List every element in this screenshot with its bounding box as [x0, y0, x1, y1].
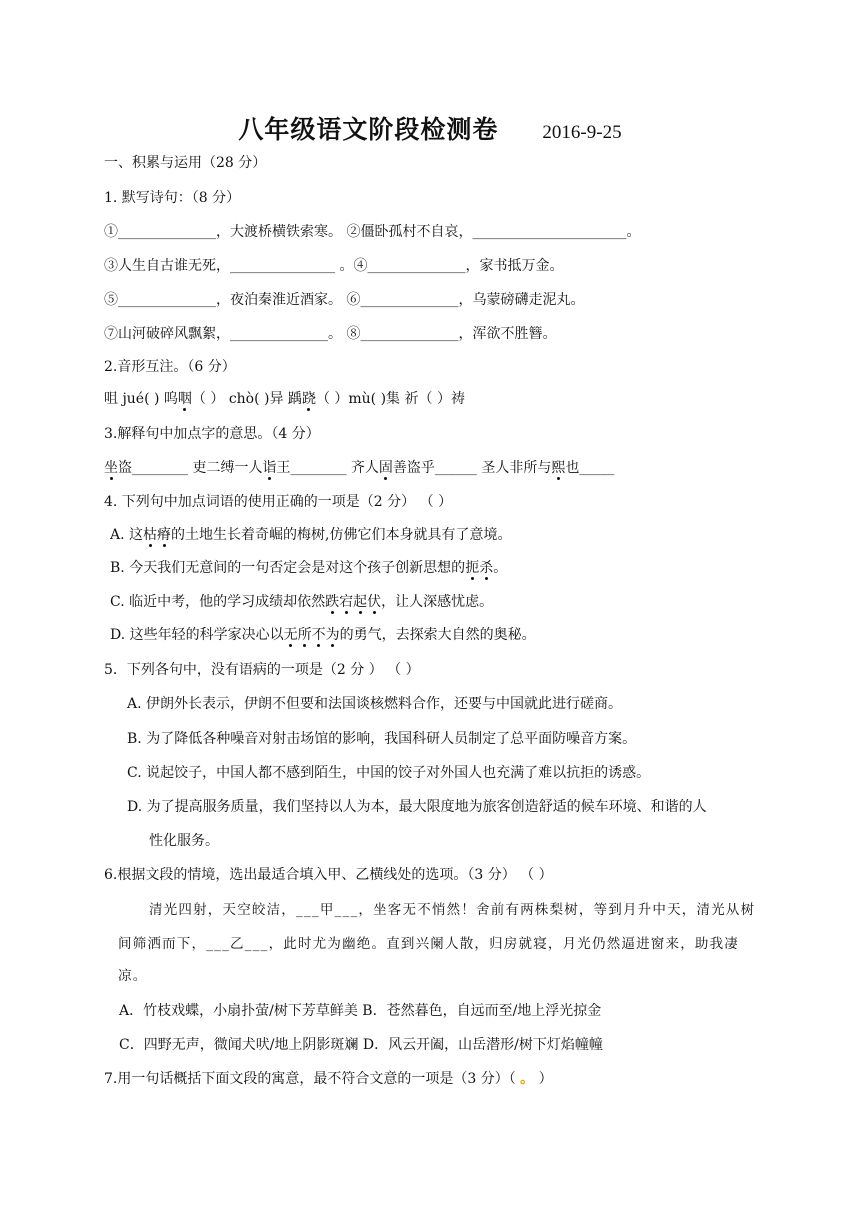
q7-heading: [104, 1069, 553, 1089]
q3-text: 善盗乎______ 圣人非所与: [392, 460, 552, 476]
dotted-char: 坐: [104, 460, 118, 476]
exam-date: 2016-9-25: [542, 122, 622, 143]
q5-option-d: D. 为了提高服务质量，我们坚持以人为本，最大限度地为旅客创造舒适的候车环境、和谐的人: [127, 799, 707, 815]
option-text: B. 今天我们无意间的一句否定会是对这个孩子创新思想的: [110, 560, 466, 576]
dotted-char: 为: [325, 627, 340, 643]
option-text: C. 临近中考，他的学习成绩却依然: [110, 594, 326, 610]
passage-text: ，坐客无不悄然！舍前有两株梨树，等到月升中天，清光从树: [358, 902, 756, 918]
q1-line: ⑦山河破碎风飘絮，______________。 ⑧______________，浑欲不胜簪。: [104, 326, 557, 342]
q6-passage-line: 凉。: [118, 968, 148, 984]
q6-heading: 6.根据文段的情境，选出最适合填入甲、乙横线处的选项。（3 分） （ ）: [104, 867, 553, 883]
q4-heading: 4. 下列句中加点词语的使用正确的一项是（2 分） （ ）: [104, 494, 453, 510]
dotted-char: 枯: [143, 527, 158, 543]
dotted-char: 杀: [479, 560, 494, 576]
q4-option-d: [110, 625, 536, 645]
q1-line: ③人生自古谁无死，_______________ 。④______________，家书抵万金。: [104, 258, 564, 274]
q1-heading: 1. 默写诗句：（8 分）: [104, 190, 241, 206]
q4-option-c: [110, 592, 493, 612]
exam-title-line: [0, 110, 860, 146]
dotted-char: 所: [297, 627, 312, 643]
dotted-char: 宕: [339, 594, 354, 610]
q4-option-b: [110, 558, 507, 578]
dotted-char: [284, 627, 340, 643]
q5-option-d-cont: 性化服务。: [149, 833, 219, 849]
option-text: D. 这些年轻的科学家决心以: [110, 627, 284, 643]
q6-options: A．竹枝戏蝶，小扇扑萤/树下芳草鲜美 B．苍然暮色，自远而至/地上浮光掠金: [119, 1003, 602, 1019]
dotted-char: 咽: [177, 391, 192, 407]
q3-items: [104, 458, 614, 478]
dotted-char: 不: [311, 627, 326, 643]
q6-passage-line: [149, 900, 755, 920]
q2-items: [104, 389, 465, 409]
q5-option-c: C. 说起饺子，中国人都不感到陌生，中国的饺子对外国人也充满了难以抗拒的诱惑。: [127, 765, 651, 781]
q6-passage-line: [118, 934, 739, 954]
blank-yi: ___乙___: [206, 936, 269, 952]
option-text: 的勇气，去探索大自然的奥秘。: [339, 627, 536, 643]
q5-heading: 5．下列各句中，没有语病的一项是（2 分 ） （ ）: [104, 662, 420, 678]
q3-text: 吏二缚一人: [188, 460, 263, 476]
passage-text: 间筛洒而下，: [118, 936, 207, 952]
q2-text: （ ）mù( )集 祈（ ）祷: [315, 391, 465, 407]
dotted-char: [465, 560, 493, 576]
option-text: 的土地生长着奇崛的梅树,仿佛它们本身就具有了意境。: [171, 527, 512, 543]
option-text: 。: [493, 560, 508, 576]
q3-text: 王________: [276, 460, 347, 476]
dotted-char: 伏: [367, 594, 382, 610]
dotted-char: 无: [283, 627, 298, 643]
option-text: ，让人深感忧虑。: [381, 594, 494, 610]
dotted-char: 起: [353, 594, 368, 610]
q4-option-a: [110, 525, 511, 545]
section-heading: 一、积累与运用（28 分）: [104, 155, 267, 171]
dotted-char: 扼: [465, 560, 480, 576]
q7-text: 7.用一句话概括下面文段的寓意，最不符合文意的一项是（3 分）（: [104, 1071, 521, 1087]
q1-line: ⑤______________，夜泊秦淮近酒家。 ⑥______________，乌蒙磅礴走泥丸。: [104, 292, 585, 308]
q5-option-a: A. 伊朗外长表示，伊朗不但要和法国谈核燃料合作，还要与中国就此进行磋商。: [127, 696, 623, 712]
passage-text: 清光四射，天空皎洁，: [149, 902, 296, 918]
q2-heading: 2.音形互注。（6 分）: [104, 359, 236, 375]
dotted-char: 跌: [325, 594, 340, 610]
dotted-char: 固: [378, 460, 393, 476]
dotted-word: [143, 527, 171, 543]
dotted-char: [325, 594, 381, 610]
q7-text: ）: [534, 1071, 553, 1087]
q5-option-b: B. 为了降低各种噪音对射击场馆的影响，我国科研人员制定了总平面防噪音方案。: [127, 731, 637, 747]
q3-heading: 3.解释句中加点字的意思。（4 分）: [104, 426, 320, 442]
q3-text: 也_____: [565, 460, 615, 476]
q7-mark: 。: [520, 1071, 535, 1087]
dotted-char: 诣: [262, 460, 277, 476]
q3-text: 齐人: [346, 460, 379, 476]
blank-jia: ___甲___: [296, 902, 359, 918]
q2-text: （ ） chò( )异 踽: [191, 391, 302, 407]
option-text: A. 这: [110, 527, 144, 543]
passage-text: ，此时尤为幽绝。直到兴阑人散，归房就寝，月光仍然逼进窗来，助我凄: [268, 936, 740, 952]
dotted-char: [143, 527, 171, 543]
q1-line: ①______________，大渡桥横铁索寒。 ②僵卧孤村不自哀，______________________。: [104, 224, 641, 240]
dotted-char: 跷: [301, 391, 316, 407]
exam-title: 八年级语文阶段检测卷: [238, 115, 499, 144]
dotted-char: 熙: [551, 460, 566, 476]
q2-text: 咀 jué( ) 呜: [104, 391, 178, 407]
dotted-char: 瘠: [157, 527, 172, 543]
q6-options: C．四野无声，微闻犬吠/地上阴影斑斓 D．风云开阖，山岳潜形/树下灯焰幢幢: [119, 1037, 603, 1053]
q3-text: 盗________: [118, 460, 188, 476]
